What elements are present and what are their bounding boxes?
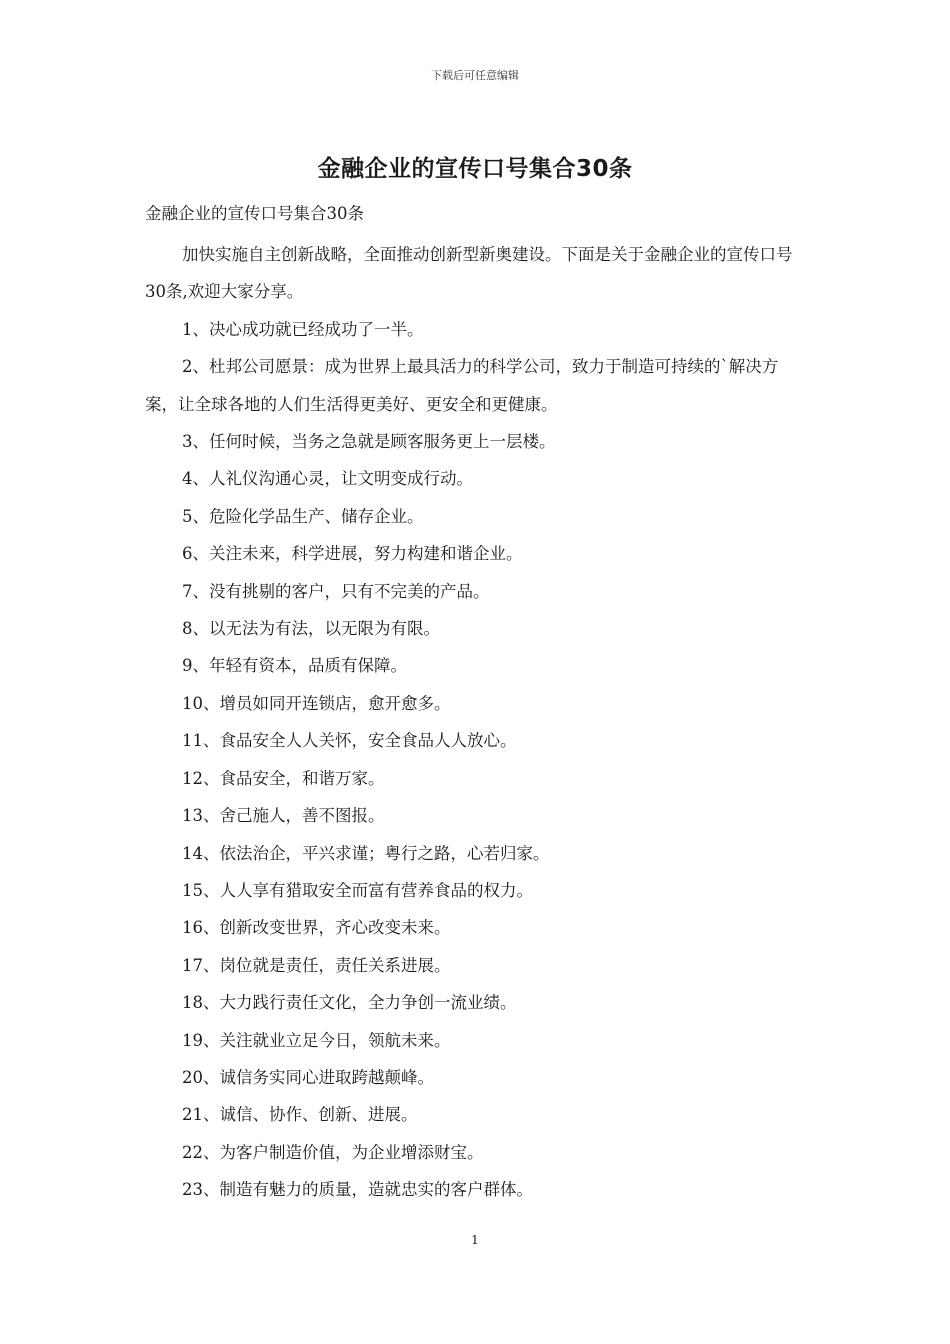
list-item: 10、增员如同开连锁店，愈开愈多。	[182, 693, 451, 713]
list-item: 9、年轻有资本，品质有保障。	[182, 656, 407, 676]
list-item: 16、创新改变世界，齐心改变未来。	[182, 918, 451, 938]
subtitle: 金融企业的宣传口号集合30条	[145, 204, 364, 223]
list-item: 22、为客户制造价值，为企业增添财宝。	[182, 1142, 484, 1162]
list-item: 7、没有挑剔的客户，只有不完美的产品。	[182, 581, 490, 601]
document-body	[145, 236, 810, 1209]
list-item: 4、人礼仪沟通心灵，让文明变成行动。	[182, 469, 473, 489]
list-item: 13、舍己施人，善不图报。	[182, 806, 385, 826]
list-item: 11、食品安全人人关怀，安全食品人人放心。	[182, 731, 517, 751]
list-item: 2、杜邦公司愿景：成为世界上最具活力的科学公司，致力于制造可持续的`解决方案，让全球各地的人们生活得更美好、更安全和更健康。	[145, 357, 779, 414]
page-title: 金融企业的宣传口号集合30条	[317, 156, 633, 182]
list-item: 15、人人享有猎取安全而富有营养食品的权力。	[182, 880, 533, 900]
page-number: 1	[471, 1233, 479, 1247]
list-item: 17、岗位就是责任，责任关系进展。	[182, 955, 451, 975]
list-item: 8、以无法为有法，以无限为有限。	[182, 619, 440, 639]
list-item: 20、诚信务实同心进取跨越颠峰。	[182, 1067, 434, 1087]
list-item: 23、制造有魅力的质量，造就忠实的客户群体。	[182, 1180, 533, 1200]
list-item: 18、大力践行责任文化，全力争创一流业绩。	[182, 993, 517, 1013]
list-item: 21、诚信、协作、创新、进展。	[182, 1105, 418, 1125]
header-note: 下载后可任意编辑	[431, 69, 519, 82]
list-item: 12、食品安全，和谐万家。	[182, 768, 385, 788]
list-item: 14、依法治企，平兴求谨；粤行之路，心若归家。	[182, 843, 550, 863]
list-item: 5、危险化学品生产、储存企业。	[182, 506, 424, 526]
list-item: 6、关注未来，科学进展，努力构建和谐企业。	[182, 544, 523, 564]
list-item: 19、关注就业立足今日，领航未来。	[182, 1030, 451, 1050]
intro-paragraph: 加快实施自主创新战略，全面推动创新型新奥建设。下面是关于金融企业的宣传口号30条,欢迎大家分享。	[145, 245, 793, 302]
list-item: 3、任何时候，当务之急就是顾客服务更上一层楼。	[182, 432, 556, 452]
list-item: 1、决心成功就已经成功了一半。	[182, 319, 424, 339]
